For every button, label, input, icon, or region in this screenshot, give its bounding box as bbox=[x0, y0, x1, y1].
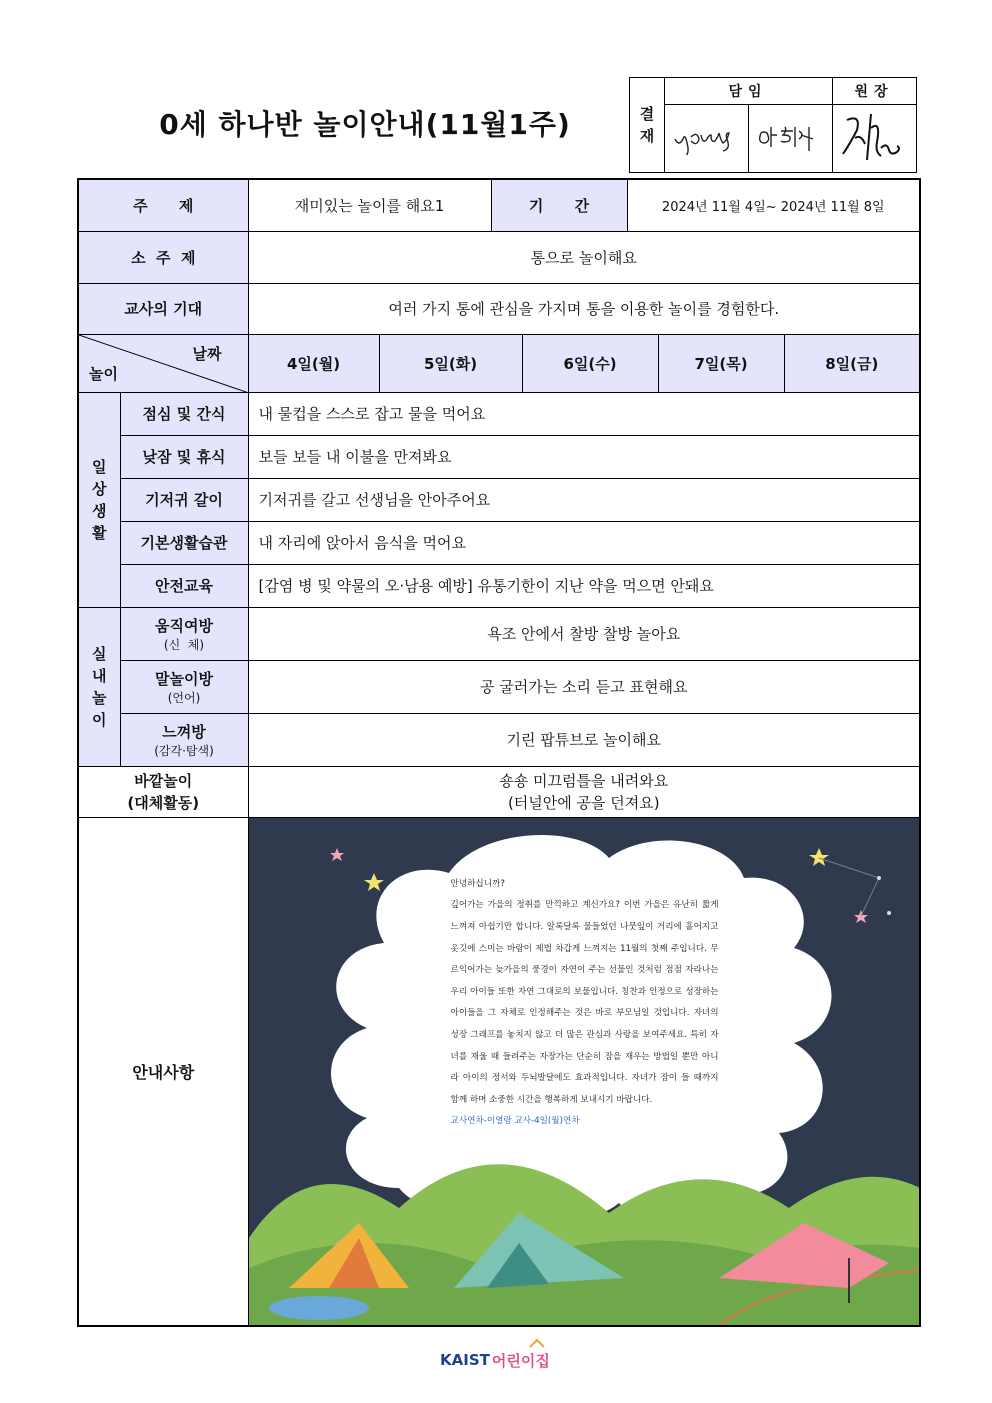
indoor-row-content: 기린 팝튜브로 놀이해요 bbox=[248, 713, 920, 766]
indoor-row-content: 공 굴러가는 소리 듣고 표현해요 bbox=[248, 660, 920, 713]
day-header-tue: 5일(화) bbox=[379, 334, 522, 392]
daily-life-group: 일 상 생 활 bbox=[78, 392, 120, 607]
daily-row-label: 기본생활습관 bbox=[120, 521, 248, 564]
day-header-thu: 7일(목) bbox=[658, 334, 784, 392]
indoor-row-label: 느껴방 (감각·탐색) bbox=[120, 713, 248, 766]
period-value: 2024년 11월 4일~ 2024년 11월 8일 bbox=[627, 179, 920, 231]
day-header-mon: 4일(월) bbox=[248, 334, 379, 392]
indoor-play-group: 실 내 놀 이 bbox=[78, 607, 120, 766]
daily-row-label: 기저귀 갈이 bbox=[120, 478, 248, 521]
daily-row-label: 낮잠 및 휴식 bbox=[120, 435, 248, 478]
approval-box bbox=[629, 77, 917, 173]
outdoor-content: 숑숑 미끄럼틀을 내려와요 (터널안에 공을 던져요) bbox=[248, 766, 920, 817]
daily-row-content: [감염 병 및 약물의 오·남용 예방] 유통기한이 지난 약을 먹으면 안돼요 bbox=[248, 564, 920, 607]
notice-letter bbox=[451, 874, 719, 1133]
play-label: 놀이 bbox=[89, 364, 118, 383]
expectation-value: 여러 가지 통에 관심을 가지며 통을 이용한 놀이를 경험한다. bbox=[248, 283, 920, 334]
daily-row-content: 기저귀를 갈고 선생님을 안아주어요 bbox=[248, 478, 920, 521]
period-label: 기 간 bbox=[491, 179, 627, 231]
house-icon bbox=[528, 1337, 546, 1355]
letter-greeting: 안녕하십니까? bbox=[450, 878, 505, 889]
notice-label: 안내사항 bbox=[78, 817, 248, 1326]
camping-illustration bbox=[249, 818, 920, 1325]
teacher-header: 담임 bbox=[664, 78, 833, 105]
day-header-fri: 8일(금) bbox=[784, 334, 920, 392]
director-signature bbox=[832, 104, 916, 172]
date-label: 날짜 bbox=[192, 344, 222, 363]
subtopic-label: 소 주 제 bbox=[78, 231, 248, 283]
topic-value: 재미있는 놀이를 해요1 bbox=[248, 179, 491, 231]
expectation-label: 교사의 기대 bbox=[78, 283, 248, 334]
topic-label: 주 제 bbox=[78, 179, 248, 231]
director-header: 원장 bbox=[832, 78, 916, 105]
outdoor-label: 바깥놀이 (대체활동) bbox=[78, 766, 248, 817]
daily-row-content: 내 자리에 앉아서 음식을 먹어요 bbox=[248, 521, 920, 564]
letter-body: 깊어가는 가을의 정취를 만끽하고 계신가요? 이번 가을은 유난히 짧게 느껴져 아쉽기만 합니다. 알록달록 물들었던 나뭇잎이 거리에 흩어지고 옷깃에 스미는 바람이 제법 차갑게 느껴지는 11월의 첫째 주입니다. 무르익어가는 늦가을의 풍경이 자연이 주는 선물인 것처럼 점점 자라나는 우리 아이들 또한 자연 그대로의 보물입니다. 칭찬과 인정으로 성장하는 아이들을 그 자체로 인정해주는 것은 바로 부모님일 것입니다. 자녀의 성장 그래프를 놓치지 않고 더 많은 관심과 사랑을 보여주세요. 특히 자녀를 재울 때 들려주는 자장가는 단순히 잠을 재우는 방법일 뿐만 아니라 아이의 정서와 두뇌발달에도 효과적입니다. 자녀가 잠이 들 때까지 함께 하며 소중한 시간을 행복하게 보내시기 바랍니다. bbox=[450, 900, 719, 1105]
daily-row-label: 안전교육 bbox=[120, 564, 248, 607]
daily-row-label: 점심 및 간식 bbox=[120, 392, 248, 435]
date-play-header bbox=[78, 334, 248, 392]
indoor-row-label: 움직여방 (신 체) bbox=[120, 607, 248, 660]
day-header-wed: 6일(수) bbox=[522, 334, 658, 392]
approval-label: 결 재 bbox=[630, 78, 665, 172]
weekly-plan-table bbox=[77, 178, 921, 1327]
letter-signature: 교사연차-이열랑 교사-4일(월)연차 bbox=[450, 1116, 580, 1127]
notice-content bbox=[248, 817, 920, 1326]
indoor-row-content: 욕조 안에서 찰방 찰방 놀아요 bbox=[248, 607, 920, 660]
daily-row-content: 보들 보들 내 이불을 만져봐요 bbox=[248, 435, 920, 478]
subtopic-value: 통으로 놀이해요 bbox=[248, 231, 920, 283]
page-title: 0세 하나반 놀이안내(11월1주) bbox=[159, 108, 571, 141]
teacher-signature-1 bbox=[664, 104, 749, 172]
daily-row-content: 내 물컵을 스스로 잡고 물을 먹어요 bbox=[248, 392, 920, 435]
teacher-signature-2 bbox=[748, 104, 833, 172]
indoor-row-label: 말놀이방 (언어) bbox=[120, 660, 248, 713]
kaist-logo: KAIST 어린이집 bbox=[440, 1347, 580, 1373]
